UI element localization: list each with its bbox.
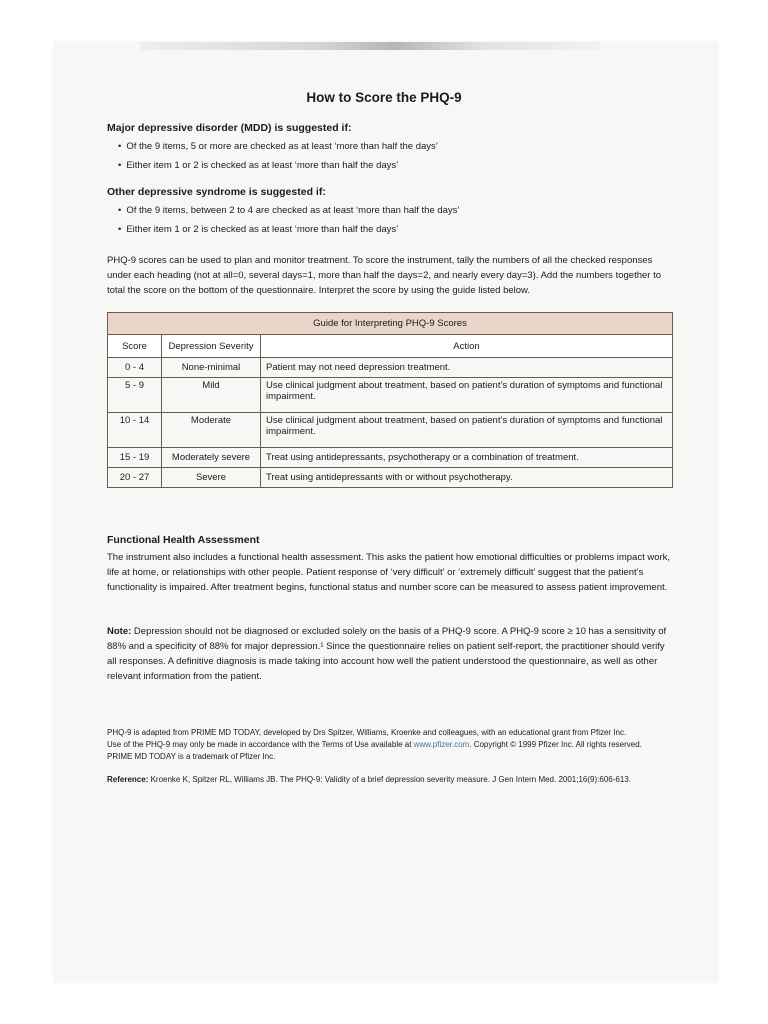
table-row: [108, 448, 673, 468]
other-bullet-2: • Either item 1 or 2 is checked as at least ‘more than half the days’: [118, 224, 398, 235]
mdd-bullet-1: • Of the 9 items, 5 or more are checked as at least ‘more than half the days’: [118, 141, 438, 152]
pfizer-link[interactable]: www.pfizer.com: [413, 740, 470, 749]
action-cell: Treat using antidepressants, psychotherapy or a combination of treatment.: [261, 448, 673, 468]
functional-heading: Functional Health Assessment: [107, 534, 260, 546]
severity-cell: Moderately severe: [162, 448, 261, 468]
score-cell: 5 - 9: [108, 378, 162, 413]
action-cell: Use clinical judgment about treatment, based on patient’s duration of symptoms and functional impairment.: [261, 378, 673, 413]
table-row: [108, 378, 673, 413]
scoring-paragraph: PHQ-9 scores can be used to plan and monitor treatment. To score the instrument, tally the numbers of all the checked responses under each heading (not at all=0, several days=1, more than half the days=2, and nearly every day=3). Add the numbers together to total the score on the bottom of the questionnaire. Interpret the score by using the guide listed below.: [107, 255, 661, 296]
reference-text: Kroenke K, Spitzer RL, Williams JB. The PHQ-9: Validity of a brief depression severity measure. J Gen Intern Med. 2001;16(9):606-613.: [148, 775, 631, 784]
score-cell: 10 - 14: [108, 413, 162, 448]
other-syndrome-heading: Other depressive syndrome is suggested if:: [107, 186, 326, 198]
note-label: Note:: [107, 626, 132, 637]
severity-cell: Moderate: [162, 413, 261, 448]
header-action: Action: [261, 335, 673, 358]
note-paragraph: [107, 624, 673, 684]
action-cell: Use clinical judgment about treatment, based on patient’s duration of symptoms and functional impairment.: [261, 413, 673, 448]
note-text: Depression should not be diagnosed or excluded solely on the basis of a PHQ-9 score. A PHQ-9 score ≥ 10 has a sensitivity of 88% and a specificity of 88% for major depression.¹ Since the questionnaire relies on patient self-report, the practitioner should verify all responses. A definitive diagnosis is made taking into account how well the patient understood the questionnaire, as well as other relevant information from the patient.: [107, 626, 667, 682]
header-severity: Depression Severity: [162, 335, 261, 358]
action-cell: Patient may not need depression treatment.: [261, 358, 673, 378]
page-title: How to Score the PHQ-9: [306, 90, 462, 105]
mdd-heading: Major depressive disorder (MDD) is suggested if:: [107, 122, 352, 134]
mdd-bullet-2: • Either item 1 or 2 is checked as at least ‘more than half the days’: [118, 160, 398, 171]
reference-label: Reference:: [107, 775, 149, 784]
table-row: [108, 413, 673, 448]
header-score: Score: [108, 335, 162, 358]
footer-notice: [107, 727, 673, 763]
page-edge-shadow: [140, 42, 600, 50]
footer-line-3: PRIME MD TODAY is a trademark of Pfizer Inc.: [107, 752, 276, 761]
action-cell: Treat using antidepressants with or without psychotherapy.: [261, 468, 673, 488]
severity-cell: None-minimal: [162, 358, 261, 378]
functional-paragraph: The instrument also includes a functional health assessment. This asks the patient how emotional difficulties or problems impact work, life at home, or relationships with other people. Patient response of ‘very difficult’ or ‘extremely difficult’ suggest that the patient’s functionality is impaired. After treatment begins, functional status and number score can be measured to assess patient improvement.: [107, 552, 671, 593]
reference: [107, 774, 673, 786]
table-row: [108, 358, 673, 378]
table-row: [108, 468, 673, 488]
footer-line-2: Use of the PHQ-9 may only be made in accordance with the Terms of Use available at www.pfizer.com. Copyright © 1999 Pfizer Inc. All rights reserved.: [107, 740, 642, 749]
severity-cell: Mild: [162, 378, 261, 413]
interpretation-table: [107, 312, 673, 488]
score-cell: 0 - 4: [108, 358, 162, 378]
score-cell: 15 - 19: [108, 448, 162, 468]
score-cell: 20 - 27: [108, 468, 162, 488]
table-caption: Guide for Interpreting PHQ-9 Scores: [108, 313, 673, 335]
document-page: [54, 42, 718, 982]
other-bullet-1: • Of the 9 items, between 2 to 4 are checked as at least ‘more than half the days’: [118, 205, 460, 216]
footer-line-1: PHQ-9 is adapted from PRIME MD TODAY, developed by Drs Spitzer, Williams, Kroenke and colleagues, with an educational grant from Pfizer Inc.: [107, 728, 627, 737]
severity-cell: Severe: [162, 468, 261, 488]
